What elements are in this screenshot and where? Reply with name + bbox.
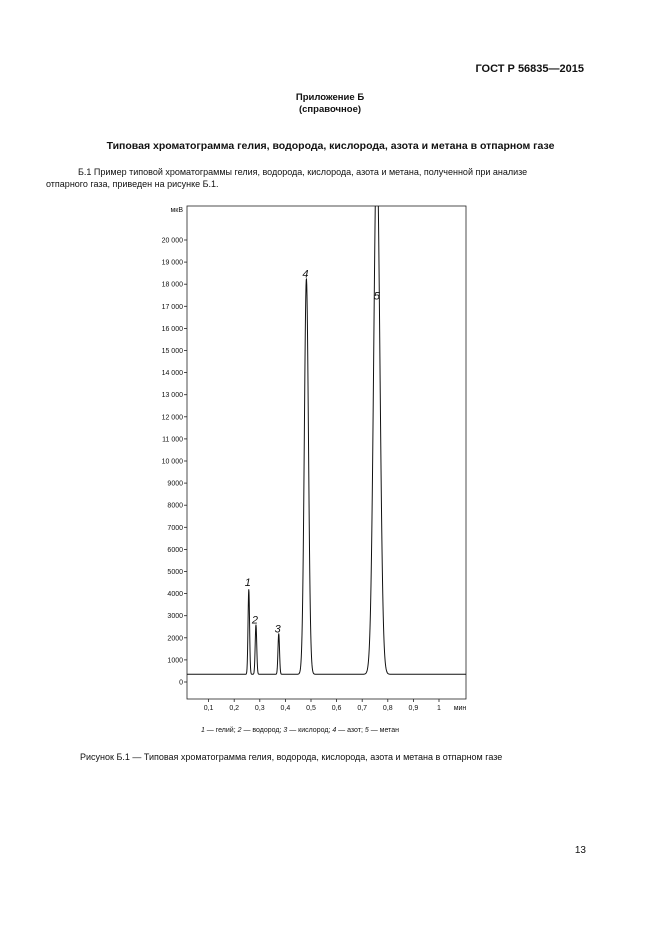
- y-tick-label: 16 000: [161, 325, 183, 333]
- y-tick-label: 4000: [167, 591, 183, 599]
- appendix-title: Приложение Б: [295, 92, 365, 103]
- legend-num-1: 1: [200, 727, 205, 734]
- x-tick-label: 0,1: [203, 705, 214, 712]
- y-axis-label: мкВ: [170, 207, 183, 214]
- peak-label-3: 3: [274, 623, 281, 636]
- legend-name-1: — гелий;: [204, 727, 238, 734]
- legend-name-2: — водород;: [241, 727, 284, 734]
- section-title: Типовая хроматограмма гелия, водорода, кислорода, азота и метана в отпарном газе: [106, 140, 555, 152]
- x-tick-label: 0,2: [229, 705, 240, 712]
- peak-label-1: 1: [244, 576, 251, 589]
- x-tick-label: 0,7: [357, 705, 368, 712]
- y-tick-label: 18 000: [161, 281, 183, 289]
- legend-name-5: — метан: [368, 727, 400, 734]
- y-tick-label: 6000: [167, 546, 183, 554]
- y-tick-label: 2000: [167, 635, 183, 643]
- y-tick-label: 0: [179, 679, 183, 687]
- x-tick-label: 1: [437, 705, 441, 712]
- plot-frame: [187, 206, 466, 699]
- y-tick-label: 15 000: [161, 348, 183, 355]
- y-tick-label: 19 000: [161, 259, 183, 267]
- y-tick-label: 5000: [167, 569, 183, 576]
- y-tick-label: 7000: [167, 524, 183, 532]
- legend-num-3: 3: [283, 727, 288, 734]
- x-axis-label: мин: [453, 705, 467, 712]
- y-tick-label: 9000: [167, 480, 183, 488]
- y-tick-label: 11 000: [162, 436, 183, 444]
- page-number: 13: [574, 845, 586, 856]
- legend-name-3: — кислород;: [287, 727, 333, 734]
- peak-label-4: 4: [302, 268, 309, 281]
- figure-caption: Рисунок Б.1 — Типовая хроматограмма гелия, водорода, кислорода, азота и метана в отпарном газе: [80, 752, 503, 762]
- paragraph-line-1: Б.1 Пример типовой хроматограммы гелия, водорода, кислорода, азота и метана, полученной при анализе: [78, 167, 528, 177]
- x-tick-label: 0,3: [254, 705, 265, 712]
- y-tick-label: 12 000: [161, 414, 183, 422]
- y-tick-label: 17 000: [161, 303, 183, 311]
- x-tick-label: 0,9: [408, 705, 419, 712]
- legend-num-4: 4: [332, 727, 337, 734]
- y-tick-label: 8000: [167, 502, 183, 510]
- y-tick-label: 1000: [167, 657, 183, 665]
- x-tick-label: 0,4: [280, 705, 291, 712]
- x-tick-label: 0,5: [306, 705, 316, 712]
- y-tick-label: 20 000: [161, 237, 183, 245]
- peak-label-5: 5: [373, 290, 380, 303]
- chromatogram-trace: [187, 144, 466, 674]
- y-tick-label: 3000: [167, 613, 183, 621]
- peak-label-2: 2: [251, 614, 259, 627]
- y-tick-label: 14 000: [161, 370, 183, 378]
- paragraph-line-2: отпарного газа, приведен на рисунке Б.1.: [46, 179, 219, 189]
- x-tick-label: 0,6: [331, 705, 342, 712]
- y-tick-label: 13 000: [161, 392, 183, 400]
- appendix-subtitle: (справочное): [298, 104, 362, 115]
- y-tick-label: 10 000: [161, 458, 183, 466]
- chart-legend: [150, 727, 450, 734]
- legend-name-4: — азот;: [336, 727, 365, 734]
- legend-num-2: 2: [237, 727, 242, 734]
- x-tick-label: 0,8: [382, 705, 393, 712]
- standard-number: ГОСТ Р 56835—2015: [475, 63, 584, 75]
- legend-num-5: 5: [364, 727, 369, 734]
